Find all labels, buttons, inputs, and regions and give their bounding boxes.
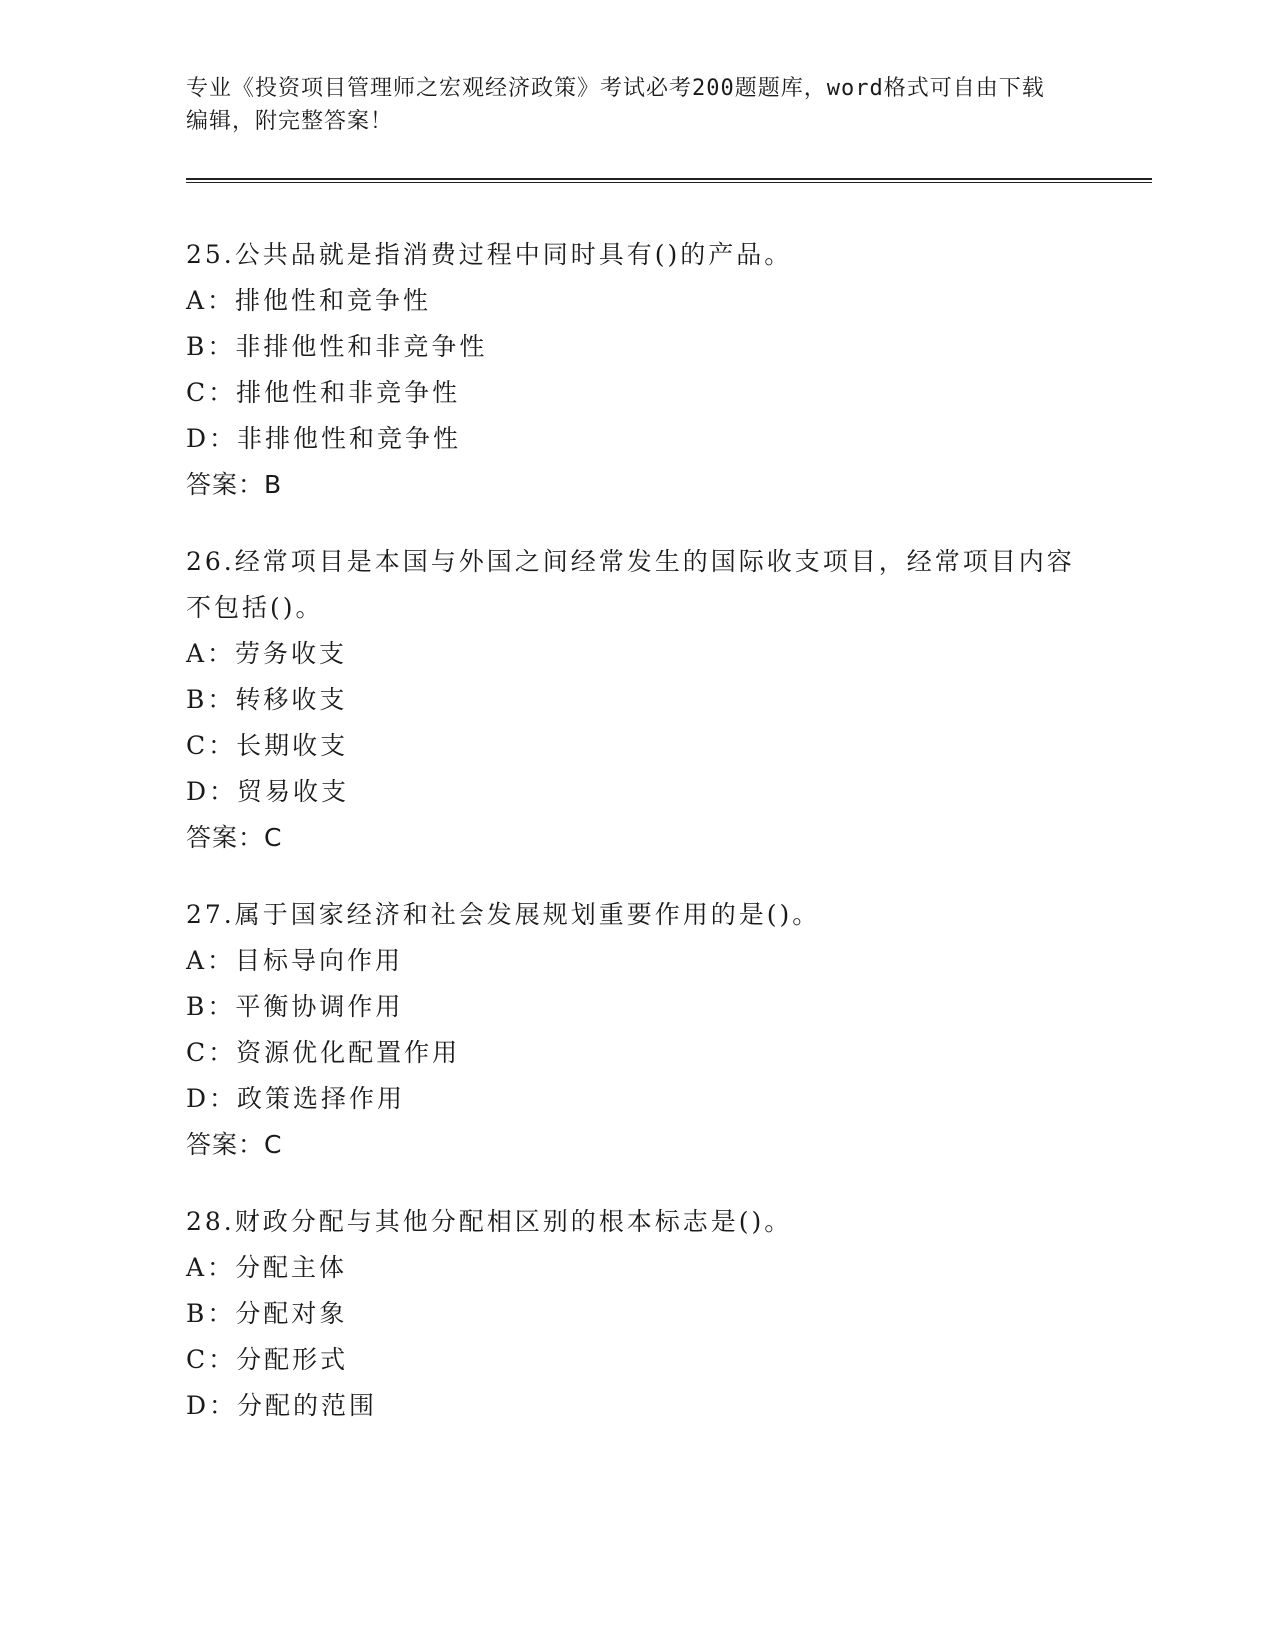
header-divider xyxy=(186,178,1152,183)
question-26 xyxy=(186,539,1086,861)
question-list xyxy=(186,232,1086,1460)
question-stem: 28.财政分配与其他分配相区别的根本标志是()。 xyxy=(186,1207,793,1236)
option-d: D：非排他性和竞争性 xyxy=(186,424,462,453)
option-c: C：长期收支 xyxy=(186,731,349,760)
option-b: B：非排他性和非竞争性 xyxy=(186,332,488,361)
answer: 答案：C xyxy=(186,823,283,852)
option-d: D：分配的范围 xyxy=(186,1391,378,1420)
answer: 答案：C xyxy=(186,1130,283,1159)
document-header: 专业《投资项目管理师之宏观经济政策》考试必考200题题库，word格式可自由下载编辑，附完整答案！ xyxy=(186,76,1045,134)
option-a: A：排他性和竞争性 xyxy=(186,286,432,315)
question-stem: 27.属于国家经济和社会发展规划重要作用的是()。 xyxy=(186,900,821,929)
option-a: A：目标导向作用 xyxy=(186,946,404,975)
option-d: D：政策选择作用 xyxy=(186,1084,406,1113)
option-b: B：平衡协调作用 xyxy=(186,992,404,1021)
option-c: C：资源优化配置作用 xyxy=(186,1038,461,1067)
option-c: C：分配形式 xyxy=(186,1345,349,1374)
question-25 xyxy=(186,232,1086,508)
option-b: B：分配对象 xyxy=(186,1299,348,1328)
option-b: B：转移收支 xyxy=(186,685,348,714)
question-27 xyxy=(186,892,1086,1168)
option-c: C：排他性和非竞争性 xyxy=(186,378,461,407)
question-stem: 26.经常项目是本国与外国之间经常发生的国际收支项目，经常项目内容不包括()。 xyxy=(186,547,1075,622)
option-a: A：分配主体 xyxy=(186,1253,348,1282)
answer: 答案：B xyxy=(186,470,283,499)
question-28 xyxy=(186,1199,1086,1429)
option-a: A：劳务收支 xyxy=(186,639,348,668)
option-d: D：贸易收支 xyxy=(186,777,350,806)
question-stem: 25.公共品就是指消费过程中同时具有()的产品。 xyxy=(186,240,793,269)
